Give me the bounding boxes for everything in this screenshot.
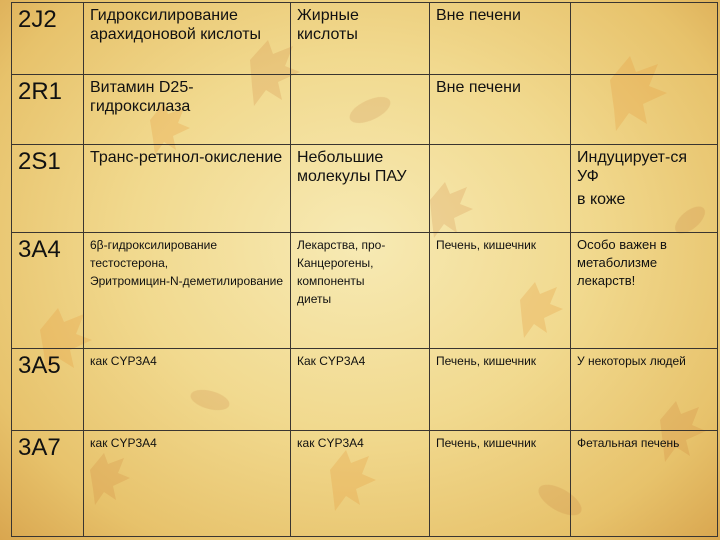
reaction-line: 6β-гидроксилирование тестостерона,	[90, 238, 218, 270]
table-row	[12, 431, 718, 537]
localization-cell: Печень, кишечник	[430, 233, 571, 349]
table-row	[12, 145, 718, 233]
table-row	[12, 3, 718, 75]
enzyme-code: 3A4	[12, 233, 84, 349]
substrate-cell	[291, 75, 430, 145]
cyp-enzymes-table	[11, 2, 718, 537]
substrate-cell: Жирные кислоты	[291, 3, 430, 75]
reaction-cell	[84, 233, 291, 349]
enzyme-code: 2J2	[12, 3, 84, 75]
enzyme-code: 3A5	[12, 349, 84, 431]
note-cell-highlight: Особо важен в метаболизме лекарств!	[571, 233, 718, 349]
reaction-cell: как CYP3A4	[84, 431, 291, 537]
note-cell	[571, 75, 718, 145]
reaction-cell: Витамин D25-гидроксилаза	[84, 75, 291, 145]
localization-cell: Печень, кишечник	[430, 431, 571, 537]
table-row	[12, 349, 718, 431]
substrate-cell: Как CYP3A4	[291, 349, 430, 431]
reaction-cell: Гидроксилирование арахидоновой кислоты	[84, 3, 291, 75]
substrate-line: диеты	[297, 292, 332, 306]
note-line: Индуцирует-ся УФ	[577, 149, 687, 185]
enzyme-code: 2S1	[12, 145, 84, 233]
localization-cell: Печень, кишечник	[430, 349, 571, 431]
enzyme-code: 3A7	[12, 431, 84, 537]
localization-cell	[430, 145, 571, 233]
note-cell	[571, 145, 718, 233]
note-cell: У некоторых людей	[571, 349, 718, 431]
table-row	[12, 233, 718, 349]
localization-cell: Вне печени	[430, 75, 571, 145]
note-cell	[571, 3, 718, 75]
note-cell: Фетальная печень	[571, 431, 718, 537]
reaction-line: Эритромицин-N-деметилирование	[90, 274, 284, 288]
substrate-line: Канцерогены, компоненты	[297, 256, 374, 288]
note-line: в коже	[577, 191, 626, 208]
reaction-cell: как CYP3A4	[84, 349, 291, 431]
table-row	[12, 75, 718, 145]
substrate-line: Лекарства, про-	[297, 238, 386, 252]
substrate-cell: Небольшие молекулы ПАУ	[291, 145, 430, 233]
enzyme-code: 2R1	[12, 75, 84, 145]
localization-cell: Вне печени	[430, 3, 571, 75]
reaction-cell: Транс-ретинол-окисление	[84, 145, 291, 233]
substrate-cell: как CYP3A4	[291, 431, 430, 537]
substrate-cell	[291, 233, 430, 349]
